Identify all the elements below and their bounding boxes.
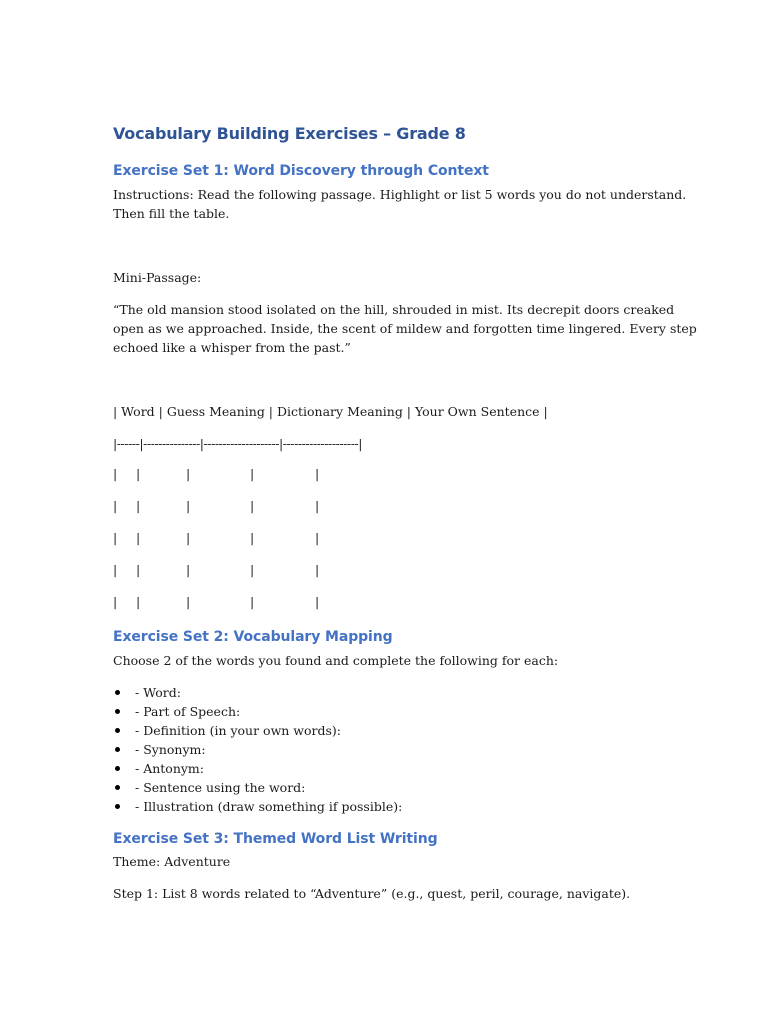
- list-item-text: - Definition (in your own words):: [135, 723, 342, 738]
- table-cell-divider: |: [136, 498, 141, 513]
- set3-step1: Step 1: List 8 words related to “Adventure” (e.g., quest, peril, courage, navigate).: [113, 886, 631, 901]
- set1-instructions-line2: Then fill the table.: [113, 206, 230, 221]
- table-cell-divider: |: [315, 498, 320, 513]
- table-cell-divider: |: [113, 594, 118, 609]
- list-item-text: - Synonym:: [135, 742, 206, 757]
- set3-heading: Exercise Set 3: Themed Word List Writing: [113, 831, 438, 847]
- list-item-text: - Sentence using the word:: [135, 780, 306, 795]
- table-cell-divider: |: [186, 498, 191, 513]
- set2-intro: Choose 2 of the words you found and complete the following for each:: [113, 653, 559, 668]
- table-cell-divider: |: [250, 498, 255, 513]
- document-title: Vocabulary Building Exercises – Grade 8: [113, 124, 466, 143]
- table-cell-divider: |: [136, 594, 141, 609]
- table-cell-divider: |: [113, 498, 118, 513]
- passage-line-2: open as we approached. Inside, the scent of mildew and forgotten time lingered. Every step: [113, 321, 697, 336]
- bullet-icon: [115, 785, 120, 790]
- bullet-icon: [115, 804, 120, 809]
- table-header-row: | Word | Guess Meaning | Dictionary Meaning | Your Own Sentence |: [113, 404, 548, 419]
- bullet-icon: [115, 747, 120, 752]
- list-item-text: - Part of Speech:: [135, 704, 241, 719]
- table-cell-divider: |: [136, 466, 141, 481]
- passage-line-3: echoed like a whisper from the past.”: [113, 340, 351, 355]
- table-cell-divider: |: [113, 530, 118, 545]
- table-cell-divider: |: [250, 562, 255, 577]
- set1-instructions-line1: Instructions: Read the following passage. Highlight or list 5 words you do not understand.: [113, 187, 687, 202]
- table-cell-divider: |: [250, 466, 255, 481]
- table-cell-divider: |: [315, 530, 320, 545]
- mini-passage-label: Mini-Passage:: [113, 270, 202, 285]
- table-cell-divider: |: [250, 530, 255, 545]
- table-cell-divider: |: [113, 466, 118, 481]
- set3-theme: Theme: Adventure: [113, 854, 231, 869]
- table-cell-divider: |: [315, 466, 320, 481]
- table-separator-row: |------|---------------|--------------------|--------------------|: [113, 436, 362, 451]
- table-cell-divider: |: [136, 530, 141, 545]
- table-cell-divider: |: [315, 594, 320, 609]
- list-item-text: - Word:: [135, 685, 181, 700]
- table-cell-divider: |: [136, 562, 141, 577]
- table-cell-divider: |: [186, 562, 191, 577]
- set2-heading: Exercise Set 2: Vocabulary Mapping: [113, 629, 393, 645]
- table-cell-divider: |: [315, 562, 320, 577]
- bullet-icon: [115, 709, 120, 714]
- table-cell-divider: |: [113, 562, 118, 577]
- bullet-icon: [115, 766, 120, 771]
- bullet-icon: [115, 728, 120, 733]
- list-item-text: - Illustration (draw something if possible):: [135, 799, 403, 814]
- table-cell-divider: |: [186, 466, 191, 481]
- table-cell-divider: |: [250, 594, 255, 609]
- table-cell-divider: |: [186, 594, 191, 609]
- list-item-text: - Antonym:: [135, 761, 205, 776]
- passage-line-1: “The old mansion stood isolated on the hill, shrouded in mist. Its decrepit doors creaked: [113, 302, 675, 317]
- table-cell-divider: |: [186, 530, 191, 545]
- bullet-icon: [115, 690, 120, 695]
- set1-heading: Exercise Set 1: Word Discovery through Context: [113, 163, 489, 179]
